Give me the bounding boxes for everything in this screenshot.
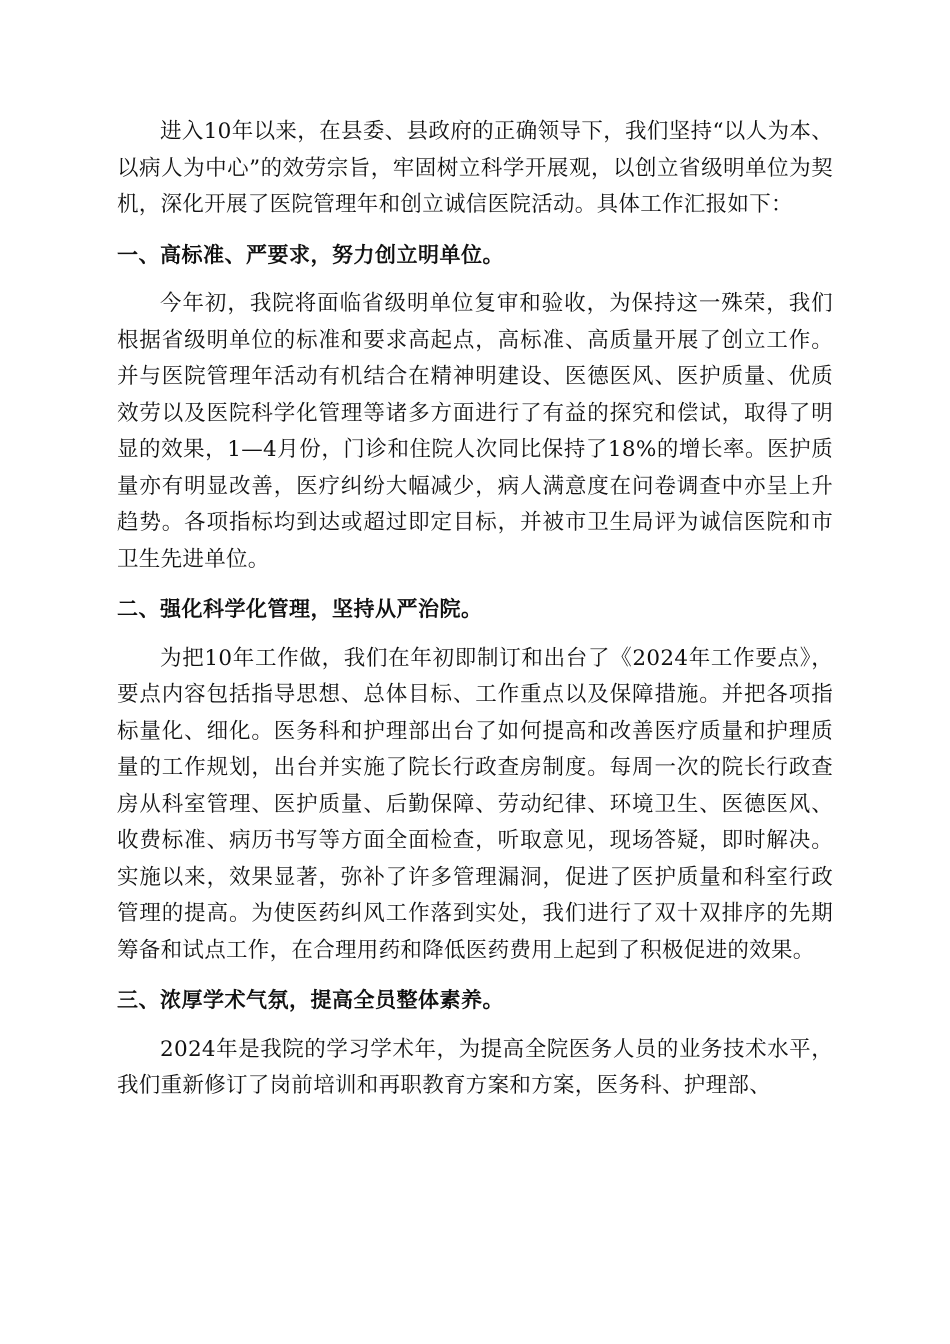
section-1-body: 今年初，我院将面临省级明单位复审和验收，为保持这一殊荣，我们根据省级明单位的标准和要求高起点，高标准、高质量开展了创立工作。并与医院管理年活动有机结合在精神明建设、医德医风、医护质量、优质效劳以及医院科学化管理等诸多方面进行了有益的探究和偿试，取得了明显的效果，1—4月份，门诊和住院人次同比保持了18%的增长率。医护质量亦有明显改善，医疗纠纷大幅减少，病人满意度在问卷调查中亦呈上升趋势。各项指标均到达或超过即定目标，并被市卫生局评为诚信医院和市卫生先进单位。 — [117, 291, 833, 572]
section-1-heading: 一、高标准、严要求，努力创立明单位。 — [117, 242, 504, 267]
document-page — [117, 114, 833, 1118]
section-3-body: 2024年是我院的学习学术年，为提高全院医务人员的业务技术水平，我们重新修订了岗前培训和再职教育方案和方案，医务科、护理部、 — [117, 1036, 833, 1098]
section-2-body: 为把10年工作做，我们在年初即制订和出台了《2024年工作要点》，要点内容包括指导思想、总体目标、工作重点以及保障措施。并把各项指标量化、细化。医务科和护理部出台了如何提高和改善医疗质量和护理质量的工作规划，出台并实施了院长行政查房制度。每周一次的院长行政查房从科室管理、医护质量、后勤保障、劳动纪律、环境卫生、医德医风、收费标准、病历书写等方面全面检查，听取意见，现场答疑，即时解决。实施以来，效果显著，弥补了许多管理漏洞，促进了医护质量和科室行政管理的提高。为使医药纠风工作落到实处，我们进行了双十双排序的先期筹备和试点工作，在合理用药和降低医药费用上起到了积极促进的效果。 — [117, 645, 833, 963]
intro-paragraph: 进入10年以来，在县委、县政府的正确领导下，我们坚持“以人为本、以病人为中心”的效劳宗旨，牢固树立科学开展观，以创立省级明单位为契机，深化开展了医院管理年和创立诚信医院活动。具体工作汇报如下： — [117, 119, 833, 217]
section-2-heading: 二、强化科学化管理，坚持从严治院。 — [117, 597, 483, 621]
section-3-heading: 三、浓厚学术气氛，提高全员整体素养。 — [117, 988, 504, 1012]
